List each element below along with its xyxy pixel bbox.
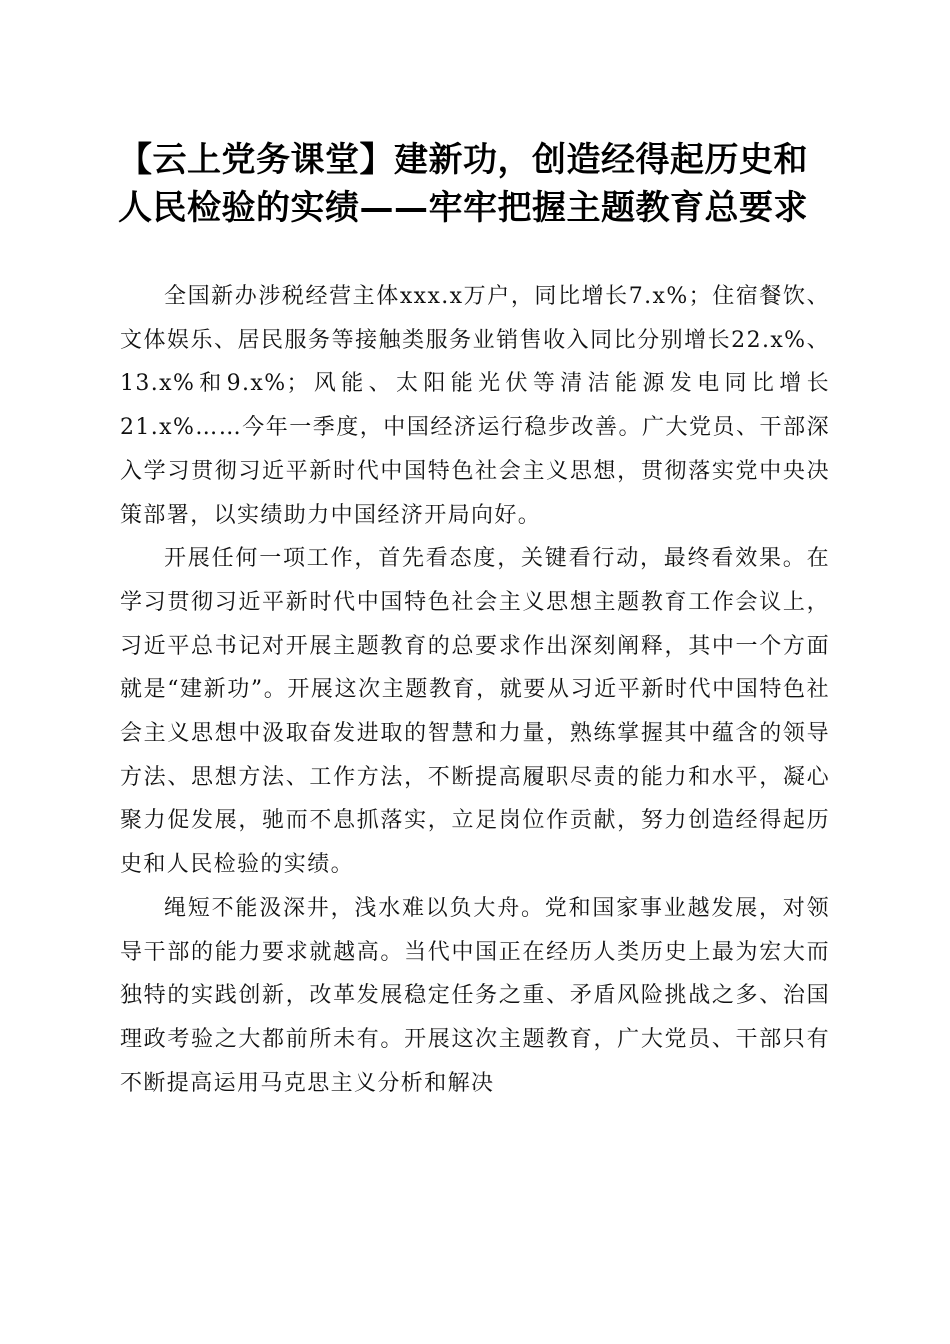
document-body [120, 275, 830, 1105]
paragraph: 绳短不能汲深井，浅水难以负大舟。党和国家事业越发展，对领导干部的能力要求就越高。当代中国正在经历人类历史上最为宏大而独特的实践创新，改革发展稳定任务之重、矛盾风险挑战之多、治国理政考验之大都前所未有。开展这次主题教育，广大党员、干部只有不断提高运用马克思主义分析和解决 [120, 895, 830, 1096]
paragraph: 开展任何一项工作，首先看态度，关键看行动，最终看效果。在学习贯彻习近平新时代中国特色社会主义思想主题教育工作会议上，习近平总书记对开展主题教育的总要求作出深刻阐释，其中一个方面就是“建新功”。开展这次主题教育，就要从习近平新时代中国特色社会主义思想中汲取奋发进取的智慧和力量，熟练掌握其中蕴含的领导方法、思想方法、工作方法，不断提高履职尽责的能力和水平，凝心聚力促发展，驰而不息抓落实，立足岗位作贡献，努力创造经得起历史和人民检验的实绩。 [120, 546, 830, 878]
document-title: 【云上党务课堂】建新功，创造经得起历史和人民检验的实绩——牢牢把握主题教育总要求 [118, 140, 808, 228]
paragraph: 全国新办涉税经营主体xxx.x万户，同比增长7.x%；住宿餐饮、文体娱乐、居民服务等接触类服务业销售收入同比分别增长22.x%、13.x%和9.x%；风能、太阳能光伏等清洁能源发电同比增长21.x%……今年一季度，中国经济运行稳步改善。广大党员、干部深入学习贯彻习近平新时代中国特色社会主义思想，贯彻落实党中央决策部署，以实绩助力中国经济开局向好。 [120, 284, 830, 528]
